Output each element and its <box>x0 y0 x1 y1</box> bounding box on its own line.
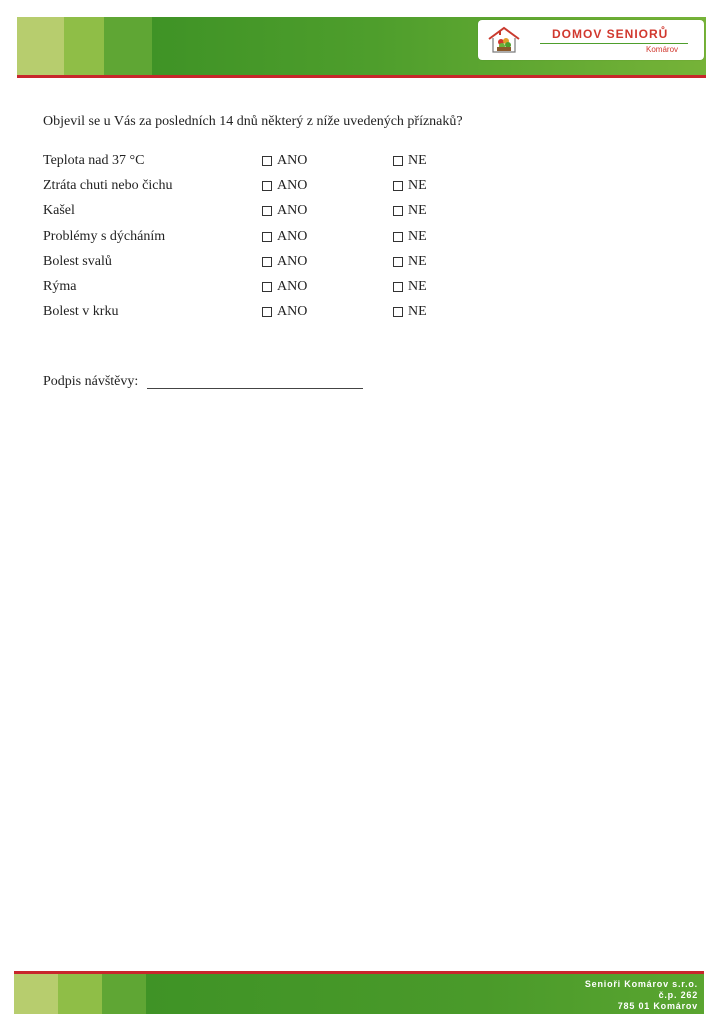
symptom-row <box>43 278 463 303</box>
logo-underline <box>540 43 688 44</box>
symptom-label: Teplota nad 37 °C <box>43 153 145 168</box>
no-label: NE <box>408 304 427 320</box>
footer-stripe <box>58 974 102 1014</box>
footer-address-line2: 785 01 Komárov <box>617 1001 698 1011</box>
checkbox-icon[interactable] <box>262 181 272 191</box>
no-option[interactable] <box>393 278 427 296</box>
no-option[interactable] <box>393 303 427 321</box>
symptom-label: Bolest svalů <box>43 253 112 269</box>
footer-address-line1: č.p. 262 <box>658 990 698 1000</box>
yes-label: ANO <box>277 153 308 168</box>
symptom-list <box>43 152 463 328</box>
yes-label: ANO <box>277 304 308 320</box>
yes-option[interactable] <box>262 278 307 296</box>
logo-subtitle: Komárov <box>646 45 679 54</box>
yes-label: ANO <box>277 278 308 294</box>
yes-option[interactable] <box>262 253 307 271</box>
no-option[interactable] <box>393 228 427 246</box>
symptom-row <box>43 228 463 253</box>
logo-title: DOMOV SENIORŮ <box>552 27 669 41</box>
no-label: NE <box>408 253 427 269</box>
symptom-label: Problémy s dýcháním <box>43 228 166 244</box>
yes-option[interactable] <box>262 202 307 220</box>
logo <box>478 20 704 60</box>
footer-stripe <box>14 974 58 1014</box>
symptom-label: Bolest v krku <box>43 304 119 320</box>
footer-stripe <box>102 974 146 1014</box>
checkbox-icon[interactable] <box>262 307 272 317</box>
symptom-label: Kašel <box>43 203 75 219</box>
footer-address <box>585 979 698 1012</box>
checkbox-icon[interactable] <box>393 257 403 267</box>
checkbox-icon[interactable] <box>393 282 403 292</box>
yes-label: ANO <box>277 253 308 269</box>
checkbox-icon[interactable] <box>262 282 272 292</box>
no-label: NE <box>408 228 427 244</box>
header-divider <box>17 75 706 78</box>
symptom-row <box>43 202 463 227</box>
yes-label: ANO <box>277 203 308 219</box>
no-label: NE <box>408 153 427 168</box>
symptom-row <box>43 303 463 328</box>
yes-label: ANO <box>277 228 308 244</box>
symptom-label: Rýma <box>43 278 77 294</box>
checkbox-icon[interactable] <box>393 181 403 191</box>
yes-label: ANO <box>277 178 308 194</box>
checkbox-icon[interactable] <box>393 232 403 242</box>
no-label: NE <box>408 203 427 219</box>
signature-label: Podpis návštěvy: <box>43 374 139 389</box>
house-logo-icon <box>486 25 522 55</box>
no-option[interactable] <box>393 177 427 195</box>
header-stripe <box>104 17 152 75</box>
yes-option[interactable] <box>262 152 307 170</box>
yes-option[interactable] <box>262 303 307 321</box>
footer-company: Senioři Komárov s.r.o. <box>584 979 698 989</box>
checkbox-icon[interactable] <box>393 307 403 317</box>
symptom-row <box>43 253 463 278</box>
symptom-row <box>43 152 463 177</box>
signature-field[interactable] <box>147 388 363 389</box>
no-option[interactable] <box>393 202 427 220</box>
yes-option[interactable] <box>262 228 307 246</box>
question-text: Objevil se u Vás za posledních 14 dnů některý z níže uvedených příznaků? <box>43 114 463 129</box>
no-option[interactable] <box>393 253 427 271</box>
header-stripe <box>64 17 104 75</box>
yes-option[interactable] <box>262 177 307 195</box>
symptom-label: Ztráta chuti nebo čichu <box>43 178 173 194</box>
checkbox-icon[interactable] <box>262 206 272 216</box>
checkbox-icon[interactable] <box>393 206 403 216</box>
no-option[interactable] <box>393 152 427 170</box>
symptom-row <box>43 177 463 202</box>
checkbox-icon[interactable] <box>262 156 272 166</box>
checkbox-icon[interactable] <box>262 257 272 267</box>
header-stripe <box>17 17 64 75</box>
checkbox-icon[interactable] <box>262 232 272 242</box>
checkbox-icon[interactable] <box>393 156 403 166</box>
no-label: NE <box>408 278 427 294</box>
no-label: NE <box>408 178 427 194</box>
